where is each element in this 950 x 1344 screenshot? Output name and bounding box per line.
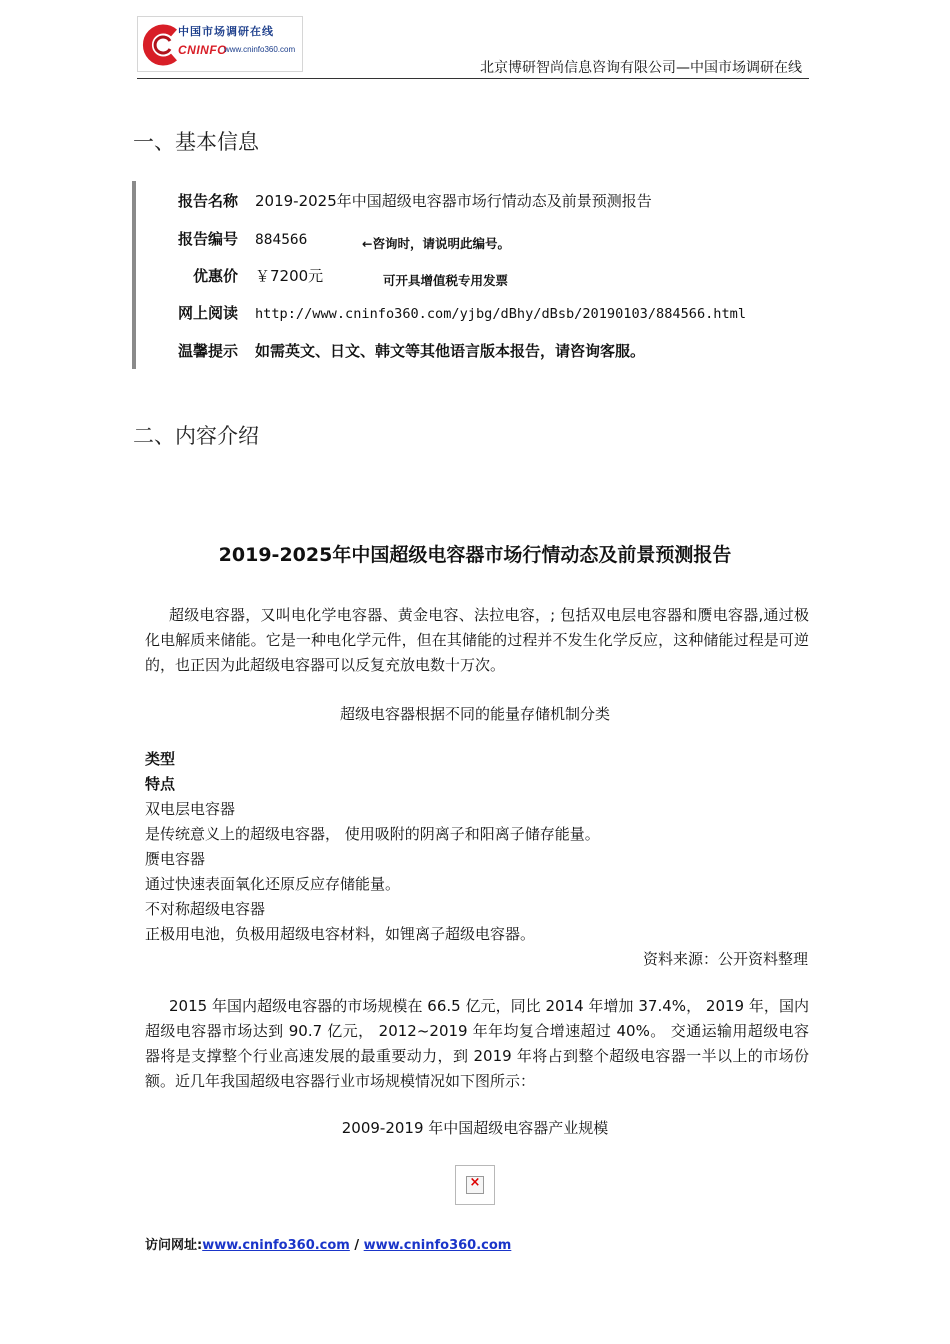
info-row-code: [150, 228, 307, 250]
broken-image-placeholder: [455, 1165, 495, 1205]
type-row-2: 赝电容器: [145, 850, 206, 868]
logo-url-text: www.cninfo360.com: [224, 45, 296, 54]
info-label-price: 优惠价: [192, 267, 238, 285]
intro-paragraph: 超级电容器，又叫电化学电容器、黄金电容、法拉电容，; 包括双电层电容器和赝电容器,通过极化电解质来储能。它是一种电化学元件，但在其储能的过程并不发生化学反应，这种储能过程是可逆的，也正因为此超级电容器可以反复充放电数十万次。: [145, 606, 809, 674]
company-logo: [137, 16, 303, 72]
info-row-tip: [150, 340, 645, 362]
table-caption: 超级电容器根据不同的能量存储机制分类: [339, 705, 610, 723]
info-value-tip: 如需英文、日文、韩文等其他语言版本报告，请咨询客服。: [255, 342, 646, 360]
feature-row-3: 正极用电池，负极用超级电容材料，如锂离子超级电容器。: [145, 925, 536, 943]
info-value-url[interactable]: http://www.cninfo360.com/yjbg/dBhy/dBsb/20190103/884566.html: [255, 306, 747, 322]
header-divider: [137, 78, 809, 79]
type-header: 类型: [145, 750, 176, 768]
info-value-name: 2019-2025年中国超级电容器市场行情动态及前景预测报告: [255, 192, 652, 210]
footer: [145, 1234, 511, 1253]
info-row-name: [150, 190, 652, 212]
feature-row-1: 是传统意义上的超级电容器， 使用吸附的阴离子和阳离子储存能量。: [145, 825, 600, 843]
info-side-bar: [132, 181, 136, 369]
footer-link-2[interactable]: www.cninfo360.com: [363, 1238, 512, 1253]
info-label-url: 网上阅读: [177, 304, 238, 322]
info-value-code: 884566: [255, 232, 308, 248]
header-company: 北京博研智尚信息咨询有限公司—中国市场调研在线: [480, 60, 802, 76]
source-note: 资料来源：公开资料整理: [642, 950, 808, 968]
info-label-code: 报告编号: [177, 230, 238, 248]
chart-caption: 2009-2019 年中国超级电容器产业规模: [341, 1119, 609, 1137]
logo-en-text: CNINFO: [178, 43, 227, 57]
footer-label: 访问网址:: [145, 1238, 203, 1253]
type-row-3: 不对称超级电容器: [145, 900, 266, 918]
footer-link-1[interactable]: www.cninfo360.com: [202, 1238, 350, 1253]
market-paragraph: 2015 年国内超级电容器的市场规模在 66.5 亿元，同比 2014 年增加 37.4%， 2019 年，国内超级电容器市场达到 90.7 亿元， 2012~2019 年年均复合增速超过 40%。 交通运输用超级电容器将是支撑整个行业高速发展的最重要动力，到 2019 年将占到整个超级电容器一半以上的市场份额。近几年我国超级电容器行业市场规模情况如下图所示：: [145, 997, 809, 1090]
section-heading-basic-info: 一、基本信息: [133, 130, 259, 154]
footer-separator: /: [349, 1238, 364, 1253]
section-heading-content: 二、内容介绍: [133, 424, 259, 448]
info-label-name: 报告名称: [177, 192, 238, 210]
broken-image-icon: ×: [466, 1176, 484, 1194]
feature-header: 特点: [145, 775, 176, 793]
info-value-price: ￥7200元: [255, 267, 324, 285]
price-note: 可开具增值税专用发票: [383, 273, 509, 288]
info-row-price: [150, 265, 323, 287]
logo-cn-text: 中国市场调研在线: [178, 25, 274, 38]
info-label-tip: 温馨提示: [177, 342, 238, 360]
type-row-1: 双电层电容器: [145, 800, 236, 818]
report-title: 2019-2025年中国超级电容器市场行情动态及前景预测报告: [218, 544, 732, 566]
feature-row-2: 通过快速表面氧化还原反应存储能量。: [145, 875, 401, 893]
code-note: ←咨询时，请说明此编号。: [362, 236, 510, 251]
info-row-url: [150, 302, 746, 324]
